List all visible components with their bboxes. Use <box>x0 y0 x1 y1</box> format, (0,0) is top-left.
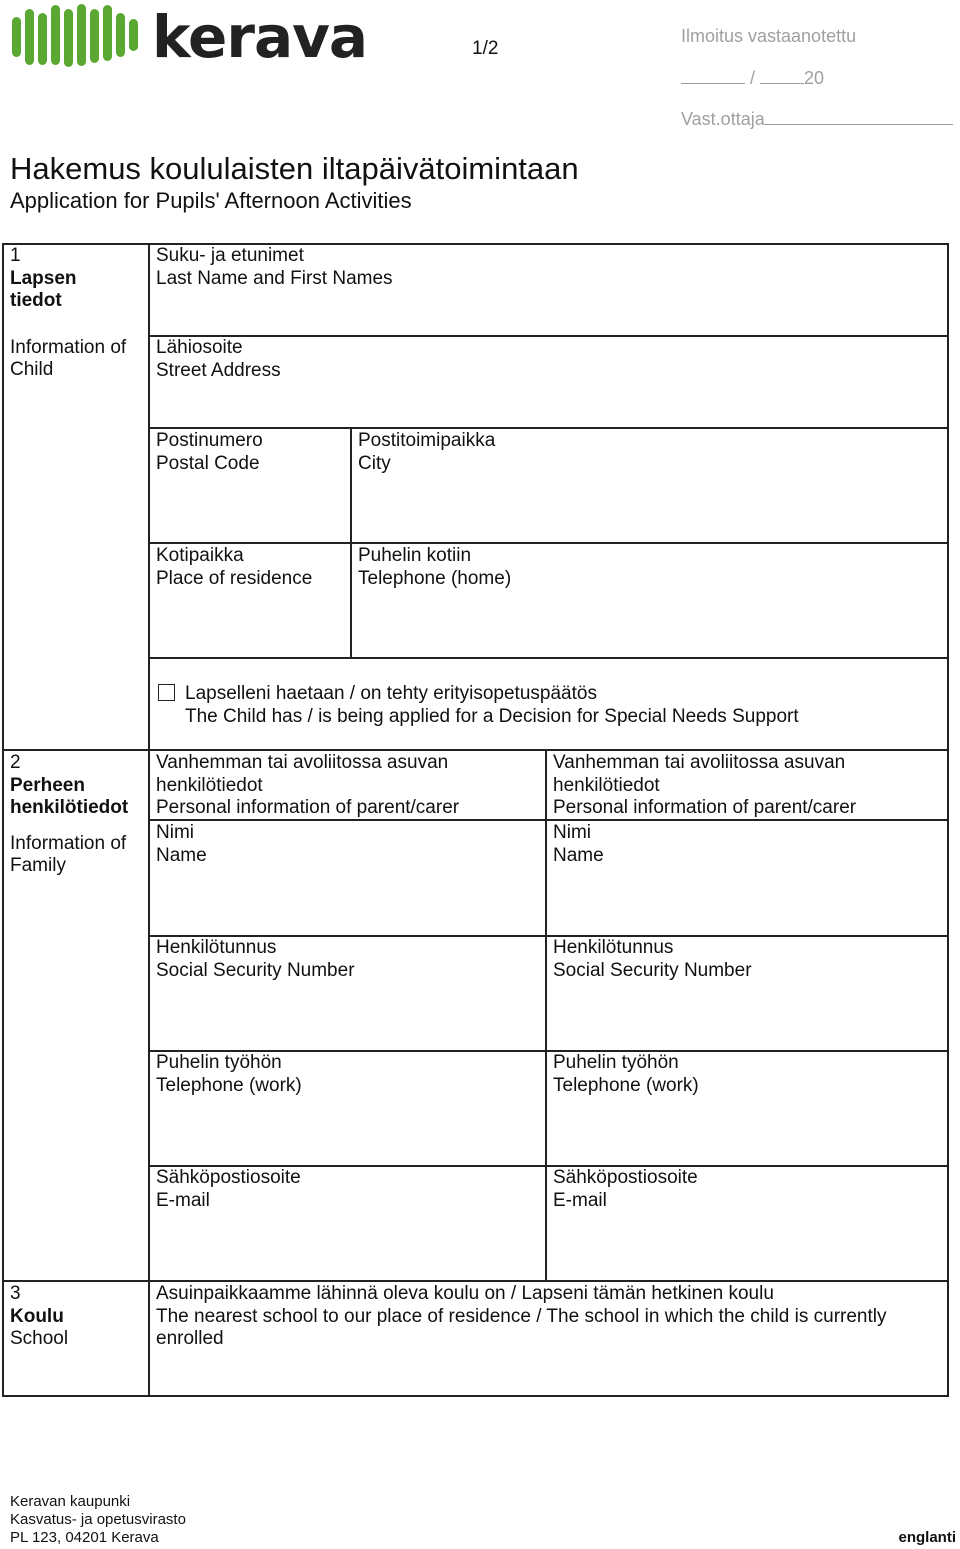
received-label: Ilmoitus vastaanotettu <box>681 26 857 46</box>
kerava-logo-mark <box>12 4 138 67</box>
field-label-fi: Puhelin kotiin <box>358 545 472 566</box>
row-divider <box>148 427 949 429</box>
section3-number: 3 <box>10 1283 21 1304</box>
parent-heading-fi-line2: henkilötiedot <box>553 774 660 796</box>
parent1-work-phone-field[interactable] <box>156 1052 539 1161</box>
received-date-line <box>681 67 824 89</box>
column-divider <box>545 749 547 1281</box>
row-divider <box>148 542 949 544</box>
footer-address <box>10 1493 186 1547</box>
footer-org2: Kasvatus- ja opetusvirasto <box>10 1511 186 1528</box>
field-label-en: Name <box>156 844 207 866</box>
received-date-month-blank[interactable] <box>760 67 804 84</box>
school-label-en-line1: The nearest school to our place of residence / The school in which the child is currently <box>156 1305 887 1327</box>
form-title-en: Application for Pupils' Afternoon Activities <box>10 188 412 213</box>
special-needs-label-fi: Lapselleni haetaan / on tehty erityisopetuspäätös <box>185 683 597 704</box>
section2-number: 2 <box>10 752 21 773</box>
received-date-day-blank[interactable] <box>681 67 745 84</box>
row-divider <box>148 657 949 659</box>
special-needs-checkbox[interactable] <box>158 684 175 701</box>
school-field[interactable] <box>156 1283 941 1391</box>
field-label-en: Social Security Number <box>156 959 355 981</box>
column-divider <box>350 427 352 658</box>
table-border-bottom <box>2 1395 949 1397</box>
parent-heading-en: Personal information of parent/carer <box>156 797 460 818</box>
field-label-fi: Sähköpostiosoite <box>156 1167 301 1188</box>
footer-postal-address: PL 123, 04201 Kerava <box>10 1529 159 1546</box>
field-label-fi: Suku- ja etunimet <box>156 245 304 266</box>
form-title-fi: Hakemus koululaisten iltapäivätoimintaan <box>10 151 579 186</box>
field-label-fi: Puhelin työhön <box>553 1052 679 1073</box>
parent-heading-en: Personal information of parent/carer <box>553 797 857 818</box>
parent-heading-fi-line1: Vanhemman tai avoliitossa asuvan <box>553 752 846 773</box>
field-label-fi: Sähköpostiosoite <box>553 1167 698 1188</box>
section2-label <box>10 752 128 878</box>
parent-heading-fi-line1: Vanhemman tai avoliitossa asuvan <box>156 752 449 773</box>
section1-heading-line1: Lapsen <box>10 267 77 289</box>
child-postal-code-field[interactable] <box>156 430 344 538</box>
parent1-name-field[interactable] <box>156 822 539 931</box>
parent2-email-field[interactable] <box>553 1167 941 1276</box>
parent2-ssn-field[interactable] <box>553 937 941 1046</box>
parent1-email-field[interactable] <box>156 1167 539 1276</box>
received-by-label: Vast.ottaja <box>681 109 765 129</box>
field-label-en: Telephone (home) <box>358 567 512 589</box>
kerava-logo <box>10 3 410 71</box>
section1-number: 1 <box>10 245 21 266</box>
field-label-fi: Puhelin työhön <box>156 1052 282 1073</box>
footer-language: englanti <box>898 1529 956 1546</box>
school-label-en-line2: enrolled <box>156 1328 224 1349</box>
date-separator: / <box>750 68 756 88</box>
field-label-fi: Henkilötunnus <box>156 937 277 958</box>
received-by-line <box>681 108 953 130</box>
parent2-heading <box>553 752 856 820</box>
special-needs-label-en: The Child has / is being applied for a Decision for Special Needs Support <box>185 705 799 727</box>
field-label-en: Social Security Number <box>553 959 752 981</box>
field-label-fi: Kotipaikka <box>156 545 244 566</box>
field-label-en: E-mail <box>156 1189 210 1211</box>
parent-heading-fi-line2: henkilötiedot <box>156 774 263 796</box>
field-label-en: Telephone (work) <box>553 1074 699 1096</box>
section1-heading-line2: tiedot <box>10 290 62 311</box>
section-divider <box>2 1280 949 1282</box>
special-needs-label <box>185 683 799 728</box>
field-label-en: Name <box>553 844 604 866</box>
section1-sub-line2: Child <box>10 359 54 380</box>
footer-org1: Keravan kaupunki <box>10 1493 131 1510</box>
field-label-en: E-mail <box>553 1189 607 1211</box>
parent2-work-phone-field[interactable] <box>553 1052 941 1161</box>
section1-sub-line1: Information of <box>10 336 127 358</box>
received-by-blank[interactable] <box>765 108 953 125</box>
section2-heading-line2: henkilötiedot <box>10 797 129 818</box>
section3-label <box>10 1283 68 1351</box>
parent1-heading <box>156 752 459 820</box>
section3-sub: School <box>10 1328 69 1349</box>
field-label-fi: Postinumero <box>156 430 263 451</box>
section3-heading: Koulu <box>10 1305 64 1327</box>
field-label-en: Postal Code <box>156 452 260 474</box>
child-residence-field[interactable] <box>156 545 344 653</box>
field-label-fi: Henkilötunnus <box>553 937 674 958</box>
field-label-en: Last Name and First Names <box>156 267 393 289</box>
parent1-ssn-field[interactable] <box>156 937 539 1046</box>
child-city-field[interactable] <box>358 430 941 538</box>
section2-sub-line2: Family <box>10 855 66 876</box>
section1-label <box>10 245 126 382</box>
kerava-logo-wordmark: kerava <box>152 3 368 71</box>
field-label-en: City <box>358 452 391 474</box>
table-border-left <box>2 243 4 1396</box>
field-label-fi: Postitoimipaikka <box>358 430 496 451</box>
field-label-en: Telephone (work) <box>156 1074 302 1096</box>
field-label-en: Street Address <box>156 359 281 381</box>
field-label-fi: Nimi <box>553 822 591 843</box>
field-label-fi: Lähiosoite <box>156 337 243 358</box>
section-divider <box>2 749 949 751</box>
section2-heading-line1: Perheen <box>10 774 85 796</box>
field-label-en: Place of residence <box>156 567 313 589</box>
child-home-phone-field[interactable] <box>358 545 941 653</box>
school-label-fi: Asuinpaikkaamme lähinnä oleva koulu on / Lapseni tämän hetkinen koulu <box>156 1283 774 1304</box>
field-label-fi: Nimi <box>156 822 194 843</box>
year-suffix: 20 <box>804 68 825 88</box>
child-name-field[interactable] <box>156 245 941 331</box>
parent2-name-field[interactable] <box>553 822 941 931</box>
child-address-field[interactable] <box>156 337 941 423</box>
page-number: 1/2 <box>472 38 499 59</box>
section2-sub-line1: Information of <box>10 832 127 854</box>
